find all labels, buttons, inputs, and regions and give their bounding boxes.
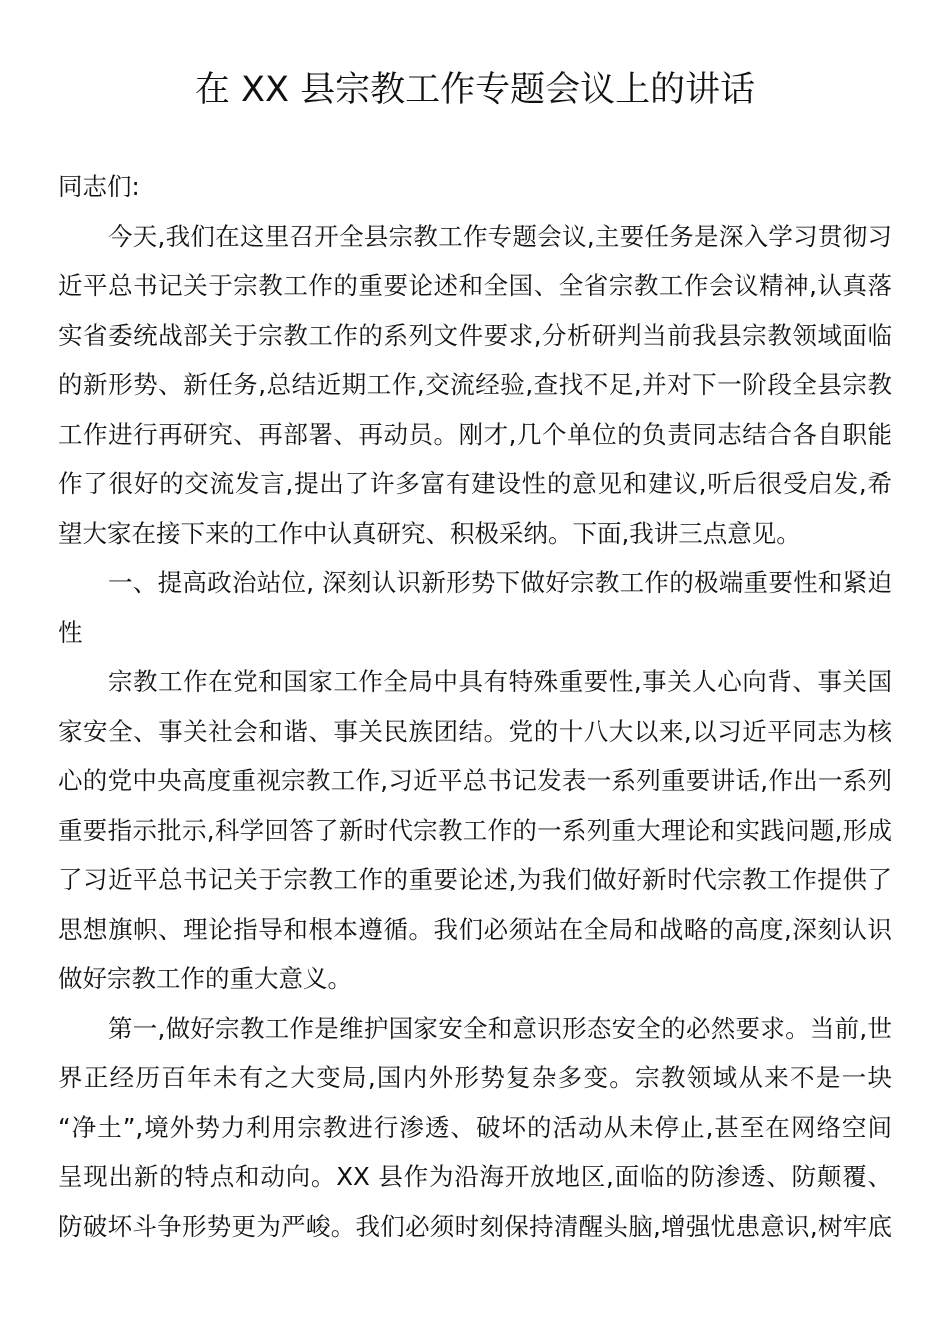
paragraph-line: 望大家在接下来的工作中认真研究、积极采纳。下面,我讲三点意见。 — [58, 519, 801, 548]
section-heading-1: 一、提高政治站位, 深刻认识新形势下做好宗教工作的极端重要性和紧迫 — [108, 568, 892, 597]
paragraph-line: 呈现出新的特点和动向。XX 县作为沿海开放地区,面临的防渗透、防颠覆、 — [58, 1162, 892, 1191]
paragraph-line: 第一,做好宗教工作是维护国家安全和意识形态安全的必然要求。当前,世 — [108, 1014, 892, 1043]
document-title: 在 XX 县宗教工作专题会议上的讲话 — [194, 70, 756, 110]
paragraph-line: 今天,我们在这里召开全县宗教工作专题会议,主要任务是深入学习贯彻习 — [108, 222, 892, 251]
paragraph-line: 工作进行再研究、再部署、再动员。刚才,几个单位的负责同志结合各自职能 — [58, 420, 892, 449]
paragraph-line: 界正经历百年未有之大变局,国内外形势复杂多变。宗教领域从来不是一块 — [58, 1063, 892, 1092]
paragraph-line: 近平总书记关于宗教工作的重要论述和全国、全省宗教工作会议精神,认真落 — [58, 271, 892, 300]
paragraph-line: 的新形势、新任务,总结近期工作,交流经验,查找不足,并对下一阶段全县宗教 — [58, 370, 892, 399]
paragraph-line: “净土”,境外势力利用宗教进行渗透、破坏的活动从未停止,甚至在网络空间 — [58, 1113, 892, 1142]
paragraph-line: 宗教工作在党和国家工作全局中具有特殊重要性,事关人心向背、事关国 — [108, 667, 892, 696]
paragraph-line: 心的党中央高度重视宗教工作,习近平总书记发表一系列重要讲话,作出一系列 — [58, 766, 892, 795]
paragraph-line: 家安全、事关社会和谐、事关民族团结。党的十八大以来,以习近平同志为核 — [58, 717, 892, 746]
section-heading-1-cont: 性 — [58, 618, 83, 647]
paragraph-line: 思想旗帜、理论指导和根本遵循。我们必须站在全局和战略的高度,深刻认识 — [58, 915, 892, 944]
paragraph-line: 实省委统战部关于宗教工作的系列文件要求,分析研判当前我县宗教领域面临 — [58, 321, 892, 350]
paragraph-line: 了习近平总书记关于宗教工作的重要论述,为我们做好新时代宗教工作提供了 — [58, 865, 892, 894]
paragraph-line: 做好宗教工作的重大意义。 — [58, 964, 352, 993]
paragraph-line: 防破坏斗争形势更为严峻。我们必须时刻保持清醒头脑,增强忧患意识,树牢底 — [58, 1212, 892, 1241]
paragraph-line: 重要指示批示,科学回答了新时代宗教工作的一系列重大理论和实践问题,形成 — [58, 816, 892, 845]
salutation: 同志们: — [58, 172, 140, 201]
paragraph-line: 作了很好的交流发言,提出了许多富有建设性的意见和建议,听后很受启发,希 — [58, 469, 892, 498]
